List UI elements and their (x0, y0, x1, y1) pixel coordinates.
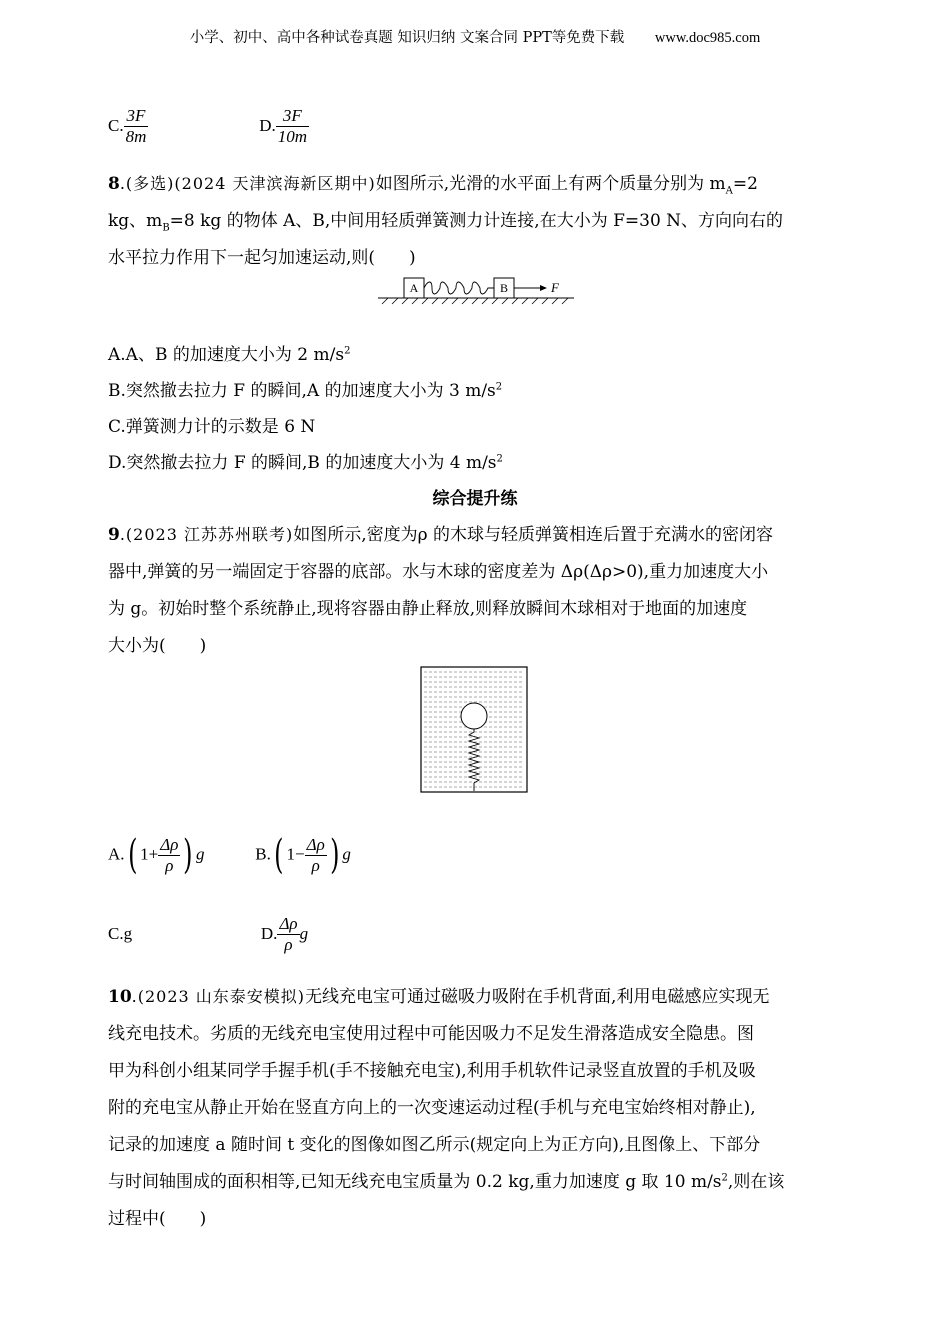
q10-line-5: 记录的加速度 a 随时间 t 变化的图像如图乙所示(规定向上为正方向),且图像上、下部分 (108, 1135, 761, 1155)
q10-line-7: 过程中( ) (108, 1209, 207, 1229)
q9-line-4: 大小为( ) (108, 636, 207, 656)
q9-option-c: C.g (108, 924, 133, 943)
q8-option-d: D.突然撤去拉力 F 的瞬间,B 的加速度大小为 4 $m/s^2$ (108, 453, 503, 473)
force-label: F (551, 280, 559, 295)
q8-option-b: B.突然撤去拉力 F 的瞬间,A 的加速度大小为 3 $m/s^2$ (108, 381, 503, 401)
wooden-ball (461, 703, 487, 729)
q9-options-ab: A.( 1+ $\frac{\Delta\rho}{\rho}$ ) g B.( 1− $\frac{\Delta\rho}{\rho}$ ) g (108, 832, 351, 878)
q9-source: .(2023 江苏苏州联考) (119, 525, 294, 544)
q9-line-2: 器中,弹簧的另一端固定于容器的底部。水与木球的密度差为 Δρ(Δρ>0),重力加速度大小 (108, 562, 769, 582)
q8-line-1: 8.(多选)(2024 天津滨海新区期中)如图所示,光滑的水平面上有两个质量分别为 $m_A=2$ (108, 174, 758, 197)
q7-options (108, 106, 309, 147)
q8-number: 8 (108, 174, 120, 194)
page-header (0, 26, 950, 47)
section-title: 综合提升练 (432, 489, 518, 509)
q10-line-4: 附的充电宝从静止开始在竖直方向上的一次变速运动过程(手机与充电宝始终相对静止), (108, 1098, 756, 1118)
header-text: 小学、初中、高中各种试卷真题 知识归纳 文案合同 PPT等免费下载 (189, 30, 625, 46)
q10-line-1: 10.(2023 山东泰安模拟)无线充电宝可通过磁吸力吸附在手机背面,利用电磁感应实现无 (108, 987, 770, 1007)
q9-figure (420, 666, 530, 794)
q7-option-c-label: C. (108, 116, 124, 135)
q10-line-2: 线充电技术。劣质的无线充电宝使用过程中可能因吸力不足发生滑落造成安全隐患。图 (108, 1024, 754, 1044)
block-a-label: A (409, 281, 419, 295)
q9-options-cd: C.g D. $\frac{\Delta\rho}{\rho}$ g (108, 914, 309, 954)
q7-option-c-fraction: $\frac{3F}{8m}$ (125, 106, 147, 146)
q8-line-2: kg、$m_B=8$ kg 的物体 A、B,中间用轻质弹簧测力计连接,在大小为 F=30 N、方向向右的 (108, 211, 784, 234)
q10-number: 10 (108, 987, 132, 1007)
q9-line-3: 为 g。初始时整个系统静止,现将容器由静止释放,则释放瞬间木球相对于地面的加速度 (108, 599, 748, 619)
q8-source: .(多选)(2024 天津滨海新区期中) (119, 174, 376, 193)
q9-line-1: 9.(2023 江苏苏州联考)如图所示,密度为ρ 的木球与轻质弹簧相连后置于充满水的密闭容 (108, 525, 774, 545)
q9-option-b-label: B. (255, 844, 271, 864)
q9-option-d-label: D. (260, 924, 278, 943)
q10-line-6: 与时间轴围成的面积相等,已知无线充电宝质量为 0.2 kg,重力加速度 g 取 10 $m/s^2$,则在该 (108, 1172, 785, 1192)
block-b-label: B (499, 281, 509, 295)
q7-option-d-label: D. (259, 116, 276, 135)
spring (424, 282, 494, 294)
header-url[interactable]: www.doc985.com (654, 30, 761, 46)
q10-source: .(2023 山东泰安模拟) (131, 987, 306, 1006)
q9-option-a-label: A. (108, 844, 125, 864)
q10-line-3: 甲为科创小组某同学手握手机(手不接触充电宝),利用手机软件记录竖直放置的手机及吸 (108, 1061, 756, 1081)
q7-option-d-fraction: $\frac{3F}{10m}$ (277, 106, 307, 146)
q9-number: 9 (108, 525, 120, 545)
q8-option-a: A.A、B 的加速度大小为 2 $m/s^2$ (108, 345, 351, 365)
q8-line-3: 水平拉力作用下一起匀加速运动,则( ) (108, 248, 416, 268)
q8-option-c: C.弹簧测力计的示数是 6 N (108, 417, 316, 437)
q8-figure (376, 272, 576, 306)
